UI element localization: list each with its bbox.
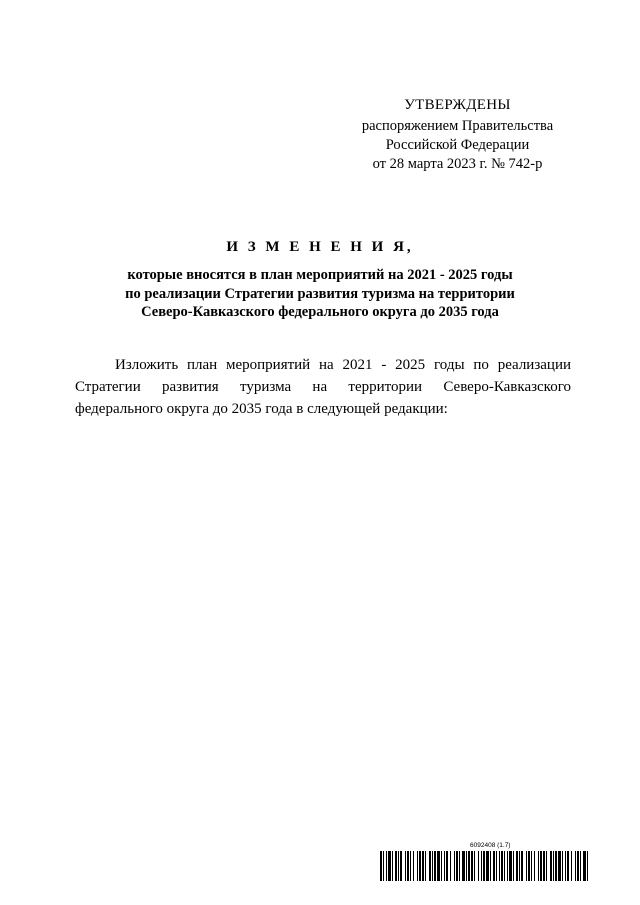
barcode-bar	[486, 851, 489, 881]
barcode-bar	[459, 851, 460, 881]
barcode-bar	[513, 851, 514, 881]
barcode-bar	[516, 851, 518, 881]
subtitle-line-2: по реализации Стратегии развития туризма на территории	[125, 285, 515, 302]
barcode-bar	[429, 851, 431, 881]
barcode-bar	[383, 851, 384, 881]
barcode-bar	[571, 851, 572, 881]
barcode-bar	[531, 851, 532, 881]
barcode-bar	[558, 851, 561, 881]
barcode-bar	[546, 851, 547, 881]
barcode-bar	[468, 851, 470, 881]
barcode-bar	[501, 851, 503, 881]
barcode-bar	[478, 851, 479, 881]
document-barcode	[380, 842, 590, 882]
barcode-bar	[432, 851, 433, 881]
barcode-bar	[496, 851, 497, 881]
barcode-bar	[417, 851, 418, 881]
barcode-bar	[481, 851, 482, 881]
approval-line-2: Российской Федерации	[385, 137, 530, 153]
barcode-bar	[462, 851, 465, 881]
barcode-bar	[413, 851, 414, 881]
barcode-bar	[388, 851, 391, 881]
barcode-bar	[425, 851, 426, 881]
barcode-bar	[587, 851, 588, 881]
barcode-bar	[456, 851, 458, 881]
barcode-bar	[386, 851, 387, 881]
barcode-bar	[483, 851, 485, 881]
barcode-bar	[410, 851, 411, 881]
body-paragraph: Изложить план мероприятий на 2021 - 2025 годы по реализации Стратегии развития туризма на территории Северо-Кавказского федерального округа до 2035 года в следующей редакции:	[75, 357, 571, 417]
barcode-bar	[380, 851, 382, 881]
barcode-bar	[580, 851, 581, 881]
barcode-bar	[466, 851, 467, 881]
barcode-bar	[519, 851, 520, 881]
barcode-bar	[392, 851, 393, 881]
barcode-bar	[405, 851, 406, 881]
document-subtitle	[60, 266, 580, 322]
barcode-bar	[419, 851, 421, 881]
subtitle-line-3: Северо-Кавказского федерального округа до 2035 года	[141, 304, 499, 320]
subtitle-line-1: которые вносятся в план мероприятий на 2021 - 2025 годы	[127, 267, 513, 283]
barcode-bar	[471, 851, 473, 881]
document-title: И З М Е Н Е Н И Я,	[226, 239, 414, 255]
barcode-bar	[450, 851, 451, 881]
barcode-bar	[499, 851, 500, 881]
barcode-bar	[509, 851, 512, 881]
barcode-bar	[474, 851, 475, 881]
barcode-bar	[540, 851, 542, 881]
barcode-bar	[538, 851, 539, 881]
barcode-bar	[444, 851, 445, 881]
barcode-bar	[553, 851, 554, 881]
barcode-bar	[434, 851, 436, 881]
approval-line-1: распоряжением Правительства	[361, 118, 554, 134]
barcode-bar	[534, 851, 535, 881]
barcode-bar	[437, 851, 440, 881]
barcode-bar	[577, 851, 579, 881]
barcode-bar	[407, 851, 409, 881]
barcode-bar	[555, 851, 557, 881]
barcode-bar	[454, 851, 455, 881]
barcode-bar	[493, 851, 495, 881]
barcode-bar	[565, 851, 566, 881]
barcode-bar	[521, 851, 523, 881]
barcode-bar	[504, 851, 505, 881]
barcode-bar	[395, 851, 397, 881]
barcode-icon	[380, 851, 590, 881]
barcode-bar	[543, 851, 545, 881]
barcode-bar	[528, 851, 530, 881]
barcode-bar	[562, 851, 563, 881]
barcode-bar	[526, 851, 527, 881]
barcode-bar	[575, 851, 576, 881]
barcode-bar	[490, 851, 491, 881]
barcode-bar	[441, 851, 442, 881]
barcode-bar	[446, 851, 448, 881]
approval-heading: УТВЕРЖДЕНЫ	[404, 97, 511, 113]
barcode-bar	[400, 851, 402, 881]
barcode-bar	[550, 851, 552, 881]
barcode-bar	[583, 851, 586, 881]
barcode-id: 6092408 (1.7)	[470, 842, 511, 849]
barcode-bar	[398, 851, 399, 881]
approval-stamp	[340, 96, 575, 174]
barcode-bar	[507, 851, 508, 881]
barcode-bar	[422, 851, 424, 881]
barcode-bar	[567, 851, 569, 881]
approval-line-3: от 28 марта 2023 г. № 742-р	[372, 156, 543, 172]
